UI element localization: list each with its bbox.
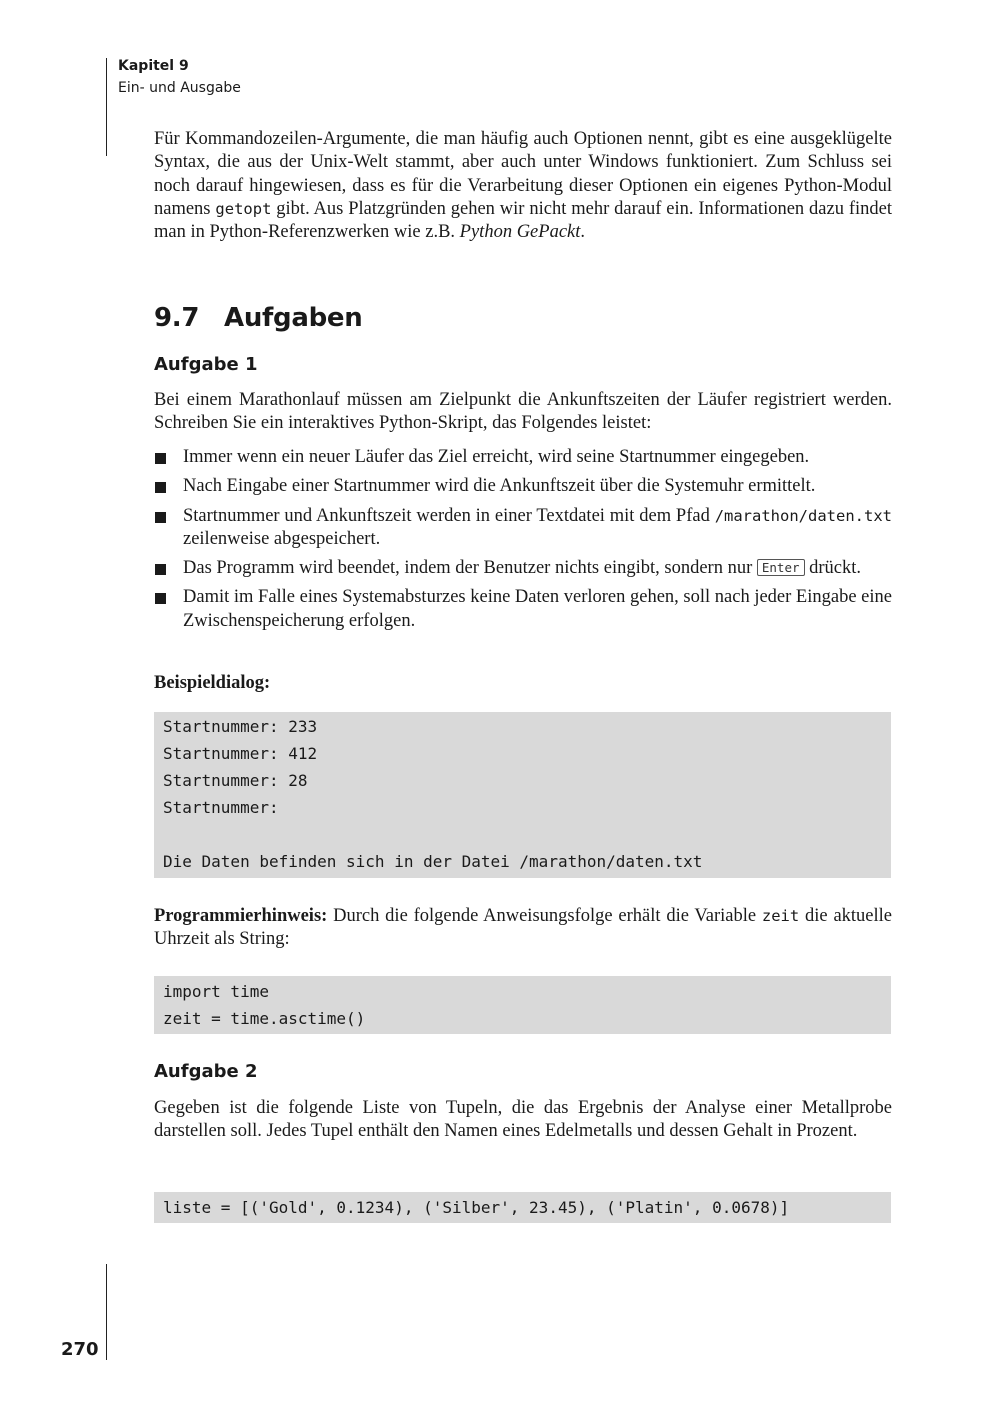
running-header <box>118 55 241 99</box>
list-item <box>154 586 892 633</box>
aufgabe1-intro: Bei einem Marathonlauf müssen am Zielpunkt die Ankunftszeiten der Läufer registriert werden. Schreiben Sie ein interaktives Python-Skript, das Folgendes leistet: <box>154 390 892 434</box>
code-line: Startnummer: <box>163 798 279 817</box>
list-item-text: drückt. <box>804 558 862 579</box>
hint-text-1: Durch die folgende Anweisungsfolge erhält die Variable <box>327 906 762 926</box>
code-line: zeit = time.asctime() <box>163 1009 366 1028</box>
aufgabe1-heading: Aufgabe 1 <box>154 354 258 375</box>
example-dialog-code <box>154 712 891 878</box>
requirements-list <box>154 446 892 639</box>
list-item <box>154 557 892 580</box>
hint-code-block <box>154 976 891 1034</box>
list-item <box>154 446 892 469</box>
intro-text-3: . <box>580 222 586 243</box>
code-line: Startnummer: 233 <box>163 717 318 736</box>
code-line <box>163 821 882 848</box>
aufgabe2-intro: Gegeben ist die folgende Liste von Tupeln, die das Ergebnis der Analyse einer Metallprobe darstellen soll. Jedes Tupel enthält den Namen eines Edelmetalls und dessen Gehalt in Prozent. <box>154 1098 892 1142</box>
code-line: Startnummer: 28 <box>163 771 308 790</box>
bullet-square-icon <box>155 593 166 604</box>
book-title: Python GePackt <box>459 222 581 243</box>
hint-text-2: die aktuelle Uhrzeit als String: <box>154 906 893 950</box>
intro-text-1: Für Kommandozeilen-Argumente, die man häufig auch Optionen nennt, gibt es eine ausgeklügelte Syntax, die aus der Unix-Welt stammt, aber auch unter Windows funktioniert. Zum Schluss sei noch darauf hingewiesen, dass es für die Verarbeitung dieser Optionen ein eigenes Python-Modul namens <box>154 129 892 219</box>
intro-text-2: gibt. Aus Platzgründen gehen wir nicht mehr darauf ein. Informationen dazu findet man in Python-Referenzwerken wie z.B. <box>154 198 893 243</box>
list-item-text: Das Programm wird beendet, indem der Benutzer nichts eingibt, sondern nur <box>183 558 757 579</box>
inline-code-zeit: zeit <box>761 907 800 925</box>
list-item-text: Startnummer und Ankunftszeit werden in einer Textdatei mit dem Pfad <box>183 505 715 526</box>
code-line: Die Daten befinden sich in der Datei /marathon/daten.txt <box>163 852 703 871</box>
aufgabe2-heading: Aufgabe 2 <box>154 1061 258 1082</box>
section-title: Aufgaben <box>224 303 363 333</box>
bullet-square-icon <box>155 453 166 464</box>
intro-paragraph <box>154 128 892 244</box>
programming-hint <box>154 905 892 952</box>
margin-rule-bottom <box>106 1264 107 1360</box>
section-number: 9.7 <box>154 303 200 333</box>
hint-label: Programmierhinweis: <box>154 906 328 926</box>
bullet-square-icon <box>155 512 166 523</box>
example-dialog-label: Beispieldialog: <box>154 673 271 693</box>
page-number: 270 <box>61 1339 99 1360</box>
code-line: liste = [('Gold', 0.1234), ('Silber', 23.45), ('Platin', 0.0678)] <box>163 1198 790 1217</box>
enter-key: Enter <box>757 559 805 576</box>
list-item-text: zeilenweise abgespeichert. <box>183 528 381 549</box>
list-item <box>154 475 892 498</box>
section-heading <box>154 303 362 333</box>
list-item <box>154 505 892 552</box>
inline-code-path: /marathon/daten.txt <box>714 506 892 525</box>
list-item-text: Nach Eingabe einer Startnummer wird die Ankunftszeit über die Systemuhr ermittelt. <box>183 476 816 497</box>
code-line: import time <box>163 982 269 1001</box>
chapter-title: Ein- und Ausgabe <box>118 80 241 96</box>
list-item-text: Damit im Falle eines Systemabsturzes keine Daten verloren gehen, soll nach jeder Eingabe eine Zwischenspeicherung erfolgen. <box>183 587 892 631</box>
chapter-label: Kapitel 9 <box>118 58 189 74</box>
inline-code-getopt: getopt <box>215 199 272 218</box>
margin-rule-top <box>106 58 107 156</box>
list-item-text: Immer wenn ein neuer Läufer das Ziel erreicht, wird seine Startnummer eingegeben. <box>183 447 810 467</box>
bullet-square-icon <box>155 564 166 575</box>
bullet-square-icon <box>155 482 166 493</box>
code-line: Startnummer: 412 <box>163 744 318 763</box>
tuple-list-code <box>154 1192 891 1223</box>
